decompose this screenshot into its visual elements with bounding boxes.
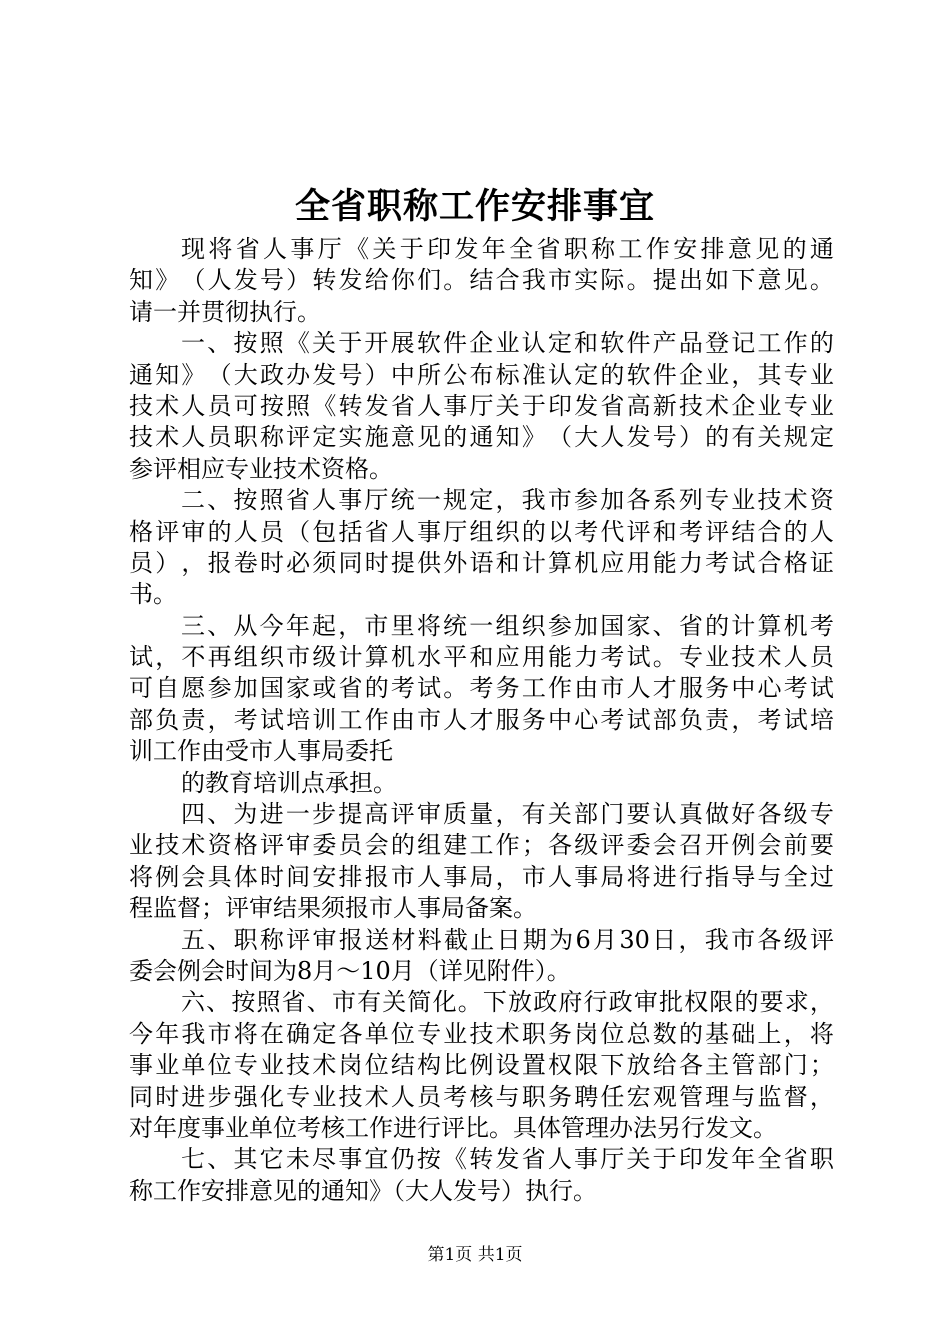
text-line: 技 术 人 员 职 称 评 定 实 施 意 见 的 通 知 》 （ 大 人 发 号 ） 的 有 关 规 定 (129, 423, 834, 452)
text-line: 二 、 按 照 省 人 事 厅 统 一 规 定 ， 我 市 参 加 各 系 列 专 业 技 术 资 (181, 486, 834, 515)
text-line: 格 评 审 的 人 员 （ 包 括 省 人 事 厅 组 织 的 以 考 代 评 和 考 评 结 合 的 人 (129, 517, 834, 546)
document-title: 全省职称工作安排事宜 (294, 186, 655, 227)
text-line: 请一并贯彻执行。 (129, 297, 321, 326)
text-line: 称工作安排意见的通知》（大人发号）执行。 (129, 1176, 597, 1205)
text-line: 业 技 术 资 格 评 审 委 员 会 的 组 建 工 作 ； 各 级 评 委 会 召 开 例 会 前 要 (129, 831, 834, 860)
text-line: 现 将 省 人 事 厅 《 关 于 印 发 年 全 省 职 称 工 作 安 排 意 见 的 通 (181, 235, 834, 263)
text-line: 一 、 按 照 《 关 于 开 展 软 件 企 业 认 定 和 软 件 产 品 登 记 工 作 的 (181, 329, 834, 358)
text-line: 员 ） ， 报 卷 时 必 须 同 时 提 供 外 语 和 计 算 机 应 用 能 力 考 试 合 格 证 (129, 548, 834, 577)
text-line: 通 知 》 （ 大 政 办 发 号 ） 中 所 公 布 标 准 认 定 的 软 件 企 业 ， 其 专 业 (129, 360, 834, 389)
text-line: 参评相应专业技术资格。 (129, 454, 393, 483)
document-body (129, 234, 834, 1207)
page-footer: 第1页 共1页 (427, 1245, 523, 1265)
text-line: 三 、 从 今 年 起 ， 市 里 将 统 一 组 织 参 加 国 家 、 省 的 计 算 机 考 (181, 611, 834, 640)
text-line: 技 术 人 员 可 按 照 《 转 发 省 人 事 厅 关 于 印 发 省 高 新 技 术 企 业 专 业 (129, 391, 834, 420)
text-line: 将 例 会 具 体 时 间 安 排 报 市 人 事 局 ， 市 人 事 局 将 进 行 指 导 与 全 过 (129, 862, 834, 891)
text-line: 可 自 愿 参 加 国 家 或 省 的 考 试 。 考 务 工 作 由 市 人 才 服 务 中 心 考 试 (129, 674, 834, 703)
text-line: 的教育培训点承担。 (181, 768, 397, 797)
text-line: 对年度事业单位考核工作进行评比。具体管理办法另行发文。 (129, 1113, 777, 1142)
text-line: 四 、 为 进 一 步 提 高 评 审 质 量 ， 有 关 部 门 要 认 真 做 好 各 级 专 (181, 800, 834, 829)
text-line: 知 》 （ 人 发 号 ） 转 发 给 你 们 。 结 合 我 市 实 际 。 提 出 如 下 意 见 。 (129, 266, 834, 295)
text-line: 试 ， 不 再 组 织 市 级 计 算 机 水 平 和 应 用 能 力 考 试 。 专 业 技 术 人 员 (129, 643, 834, 672)
text-line: 书。 (129, 580, 177, 609)
text-line: 今 年 我 市 将 在 确 定 各 单 位 专 业 技 术 职 务 岗 位 总 数 的 基 础 上 ， 将 (129, 1019, 834, 1048)
text-line: 部 负 责 ， 考 试 培 训 工 作 由 市 人 才 服 务 中 心 考 试 部 负 责 ， 考 试 培 (129, 705, 834, 734)
text-line: 程监督；评审结果须报市人事局备案。 (129, 894, 537, 923)
text-line: 委会例会时间为8月～10月（详见附件）。 (129, 956, 571, 985)
text-line: 事 业 单 位 专 业 技 术 岗 位 结 构 比 例 设 置 权 限 下 放 给 各 主 管 部 门 ； (129, 1051, 834, 1080)
text-line: 五 、 职 称 评 审 报 送 材 料 截 止 日 期 为 6 月 30 日 ， 我 市 各 级 评 (181, 925, 834, 954)
text-line: 六 、 按 照 省 、 市 有 关 简 化 。 下 放 政 府 行 政 审 批 权 限 的 要 求 ， (181, 988, 834, 1017)
text-line: 同 时 进 步 强 化 专 业 技 术 人 员 考 核 与 职 务 聘 任 宏 观 管 理 与 监 督 ， (129, 1082, 834, 1111)
text-line: 训工作由受市人事局委托 (129, 737, 393, 766)
text-line: 七 、 其 它 未 尽 事 宜 仍 按 《 转 发 省 人 事 厅 关 于 印 发 年 全 省 职 (181, 1145, 834, 1174)
